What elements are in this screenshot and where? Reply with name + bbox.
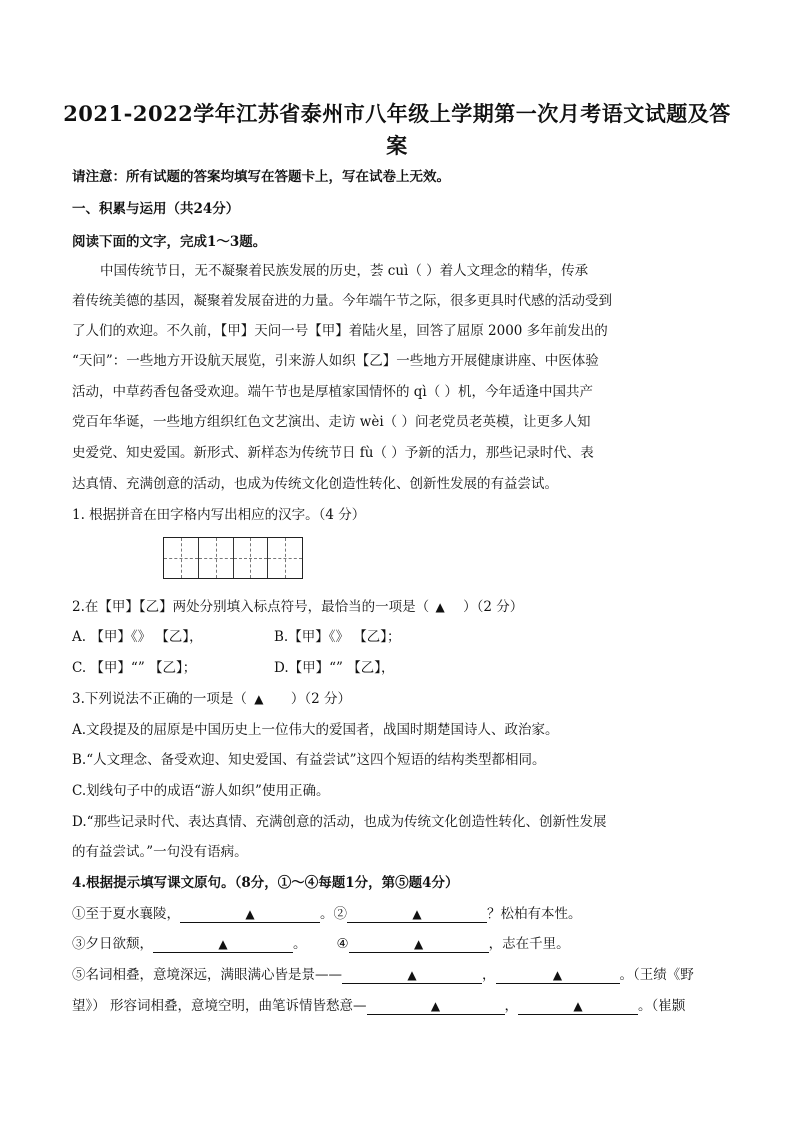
passage-line: “天问”：一些地方开设航天展览，引来游人如织【乙】一些地方开展健康讲座、中医体验 (72, 353, 599, 369)
q4-text: ③夕日欲颓， (72, 936, 153, 952)
page-title (60, 98, 734, 162)
answer-marker: ▲ (552, 968, 563, 982)
q2-option-b: B.【甲】《》 【乙】； (274, 629, 401, 645)
q4-text: ④ (336, 936, 349, 952)
q4-line-1 (72, 905, 582, 923)
passage-line: 中国传统节日，无不凝聚着民族发展的历史，荟 cuì（ ）着人文理念的精华，传承 (100, 263, 589, 279)
passage-line: 党百年华诞，一些地方组织红色文艺演出、走访 wèi（ ）问老党员老英模，让更多人知 (72, 414, 591, 430)
answer-marker: ▲ (407, 968, 417, 982)
title-line-1: 2021-2022学年江苏省泰州市八年级上学期第一次月考语文试题及答 (63, 101, 731, 126)
q2-points: ）（2 分） (463, 599, 524, 615)
q3-option-d: D.“那些记录时代、表达真情、充满创意的活动，也成为传统文化创造性转化、创新性发展 (72, 814, 607, 830)
question-2 (72, 598, 523, 616)
question-1: 1. 根据拼音在田字格内写出相应的汉字。（4 分） (72, 507, 366, 523)
q4-text: 望》） 形容词相叠，意境空明，曲笔诉情皆愁意— (72, 998, 367, 1014)
q4-text: 。（王绩《野 (619, 967, 694, 983)
character-grid[interactable] (163, 537, 303, 579)
q2-option-d: D.【甲】“” 【乙】， (274, 660, 395, 676)
answer-marker: ▲ (413, 937, 424, 951)
grid-cell[interactable] (199, 538, 234, 578)
answer-marker: ▲ (218, 937, 228, 951)
q3-option-d-cont: 的有益尝试。”一句没有语病。 (72, 844, 248, 860)
q4-text: 。（崔颢 (638, 998, 686, 1014)
section-heading: 一、积累与运用（共24分） (72, 201, 240, 217)
grid-cell[interactable] (268, 538, 302, 578)
answer-blank[interactable] (153, 936, 293, 953)
q4-line-2 (72, 935, 570, 953)
answer-marker: ▲ (412, 907, 422, 921)
answer-marker: ▲ (435, 600, 445, 614)
answer-blank[interactable] (367, 998, 505, 1015)
notice: 请注意：所有试题的答案均填写在答题卡上，写在试卷上无效。 (72, 169, 450, 185)
answer-marker: ▲ (430, 999, 441, 1013)
answer-blank[interactable] (518, 998, 638, 1015)
question-3 (72, 690, 351, 708)
answer-blank[interactable] (349, 936, 489, 953)
answer-blank[interactable] (496, 967, 620, 984)
q3-points: ）（2 分） (290, 691, 352, 707)
q4-text: 。② (320, 906, 347, 922)
q4-line-4 (72, 997, 685, 1015)
passage-line: 达真情、充满创意的活动，也成为传统文化创造性转化、创新性发展的有益尝试。 (72, 476, 558, 492)
answer-marker: ▲ (573, 999, 583, 1013)
q4-text: ？松柏有本性。 (487, 906, 582, 922)
grid-cell[interactable] (234, 538, 269, 578)
answer-blank[interactable] (180, 906, 320, 923)
q2-option-c: C. 【甲】“” 【乙】； (72, 660, 197, 676)
q4-text: ， (482, 967, 496, 983)
answer-marker: ▲ (245, 907, 255, 921)
reading-instruction: 阅读下面的文字，完成1～3题。 (72, 234, 267, 250)
title-line-2: 案 (386, 133, 408, 158)
q2-option-a: A. 【甲】《》 【乙】， (72, 629, 203, 645)
q4-line-3 (72, 966, 694, 984)
q4-text: ①至于夏水襄陵， (72, 906, 180, 922)
passage-line: 活动，中草药香包备受欢迎。端午节也是厚植家国情怀的 qì（ ）机，今年适逢中国共产 (72, 384, 594, 400)
answer-blank[interactable] (347, 906, 487, 923)
passage-line: 了人们的欢迎。不久前，【甲】天问一号【甲】着陆火星，回答了屈原 2000 多年前发出的 (72, 323, 608, 339)
passage-line: 着传统美德的基因，凝聚着发展奋进的力量。今年端午节之际，很多更具时代感的活动受到 (72, 293, 612, 309)
answer-marker: ▲ (254, 692, 264, 706)
q4-text: ，志在千里。 (488, 936, 570, 952)
grid-cell[interactable] (164, 538, 199, 578)
answer-blank[interactable] (342, 967, 482, 984)
q4-text: ， (504, 998, 519, 1014)
q3-stem: 3.下列说法不正确的一项是（ (72, 691, 247, 707)
q4-text: ⑤名词相叠，意境深远，满眼满心皆是景—— (72, 967, 342, 983)
q2-stem: 2.在【甲】【乙】两处分别填入标点符号，最恰当的一项是（ (72, 599, 430, 615)
q3-option-a: A.文段提及的屈原是中国历史上一位伟大的爱国者，战国时期楚国诗人、政治家。 (72, 722, 559, 738)
q3-option-b: B.“人文理念、备受欢迎、知史爱国、有益尝试”这四个短语的结构类型都相同。 (72, 752, 546, 768)
q4-text: 。 (293, 936, 307, 952)
passage-line: 史爱党、知史爱国。新形式、新样态为传统节日 fù（ ）予新的活力，那些记录时代、表 (72, 445, 594, 461)
q3-option-c: C.划线句子中的成语“游人如织”使用正确。 (72, 783, 330, 799)
question-4: 4.根据提示填写课文原句。（8分，①～④每题1分，第⑤题4分） (72, 875, 459, 891)
